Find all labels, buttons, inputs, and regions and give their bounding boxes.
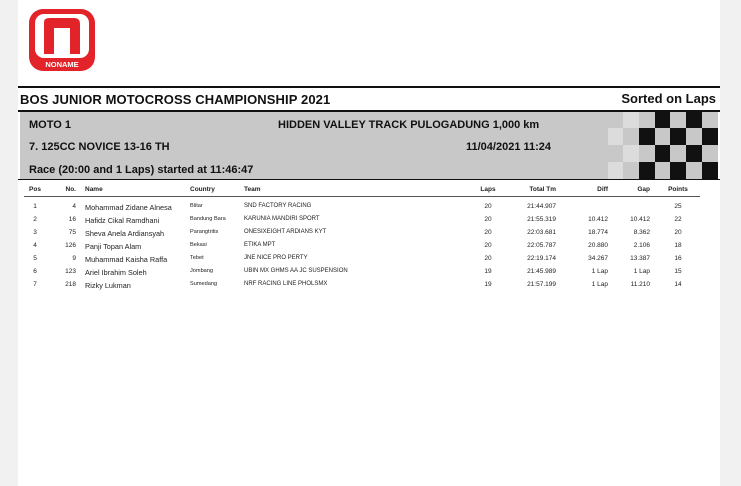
row-name: Mohammad Zidane Alnesa bbox=[85, 203, 172, 212]
race-info: Race (20:00 and 1 Laps) started at 11:46:47 bbox=[29, 164, 254, 176]
header-points: Points bbox=[668, 186, 688, 193]
row-diff: 1 Lap bbox=[591, 268, 608, 275]
title-row bbox=[20, 91, 718, 109]
championship-title: BOS JUNIOR MOTOCROSS CHAMPIONSHIP 2021 bbox=[20, 92, 331, 107]
noname-logo bbox=[28, 8, 96, 72]
row-points: 18 bbox=[674, 242, 682, 249]
row-team: UBIN MX GHMS AA JC SUSPENSION bbox=[244, 268, 348, 274]
row-name: Ariel Ibrahim Soleh bbox=[85, 268, 147, 277]
table-row bbox=[0, 216, 741, 228]
table-row bbox=[0, 281, 741, 293]
row-gap: 11.210 bbox=[630, 281, 650, 288]
row-laps: 19 bbox=[484, 268, 492, 275]
row-total-time: 22:03.681 bbox=[527, 229, 556, 236]
row-laps: 20 bbox=[484, 255, 492, 262]
noname-logo-icon bbox=[28, 8, 96, 72]
row-laps: 20 bbox=[484, 216, 492, 223]
row-team: NRF RACING LINE PHOLSMX bbox=[244, 281, 328, 287]
row-total-time: 22:05.787 bbox=[527, 242, 556, 249]
row-gap: 10.412 bbox=[630, 216, 650, 223]
row-diff: 18.774 bbox=[588, 229, 608, 236]
row-country: Tebet bbox=[190, 255, 204, 261]
row-total-time: 21:57.199 bbox=[527, 281, 556, 288]
row-pos: 5 bbox=[33, 255, 37, 262]
row-country: Bandung Bara bbox=[190, 216, 226, 222]
event-info-band bbox=[20, 112, 718, 179]
row-number: 218 bbox=[65, 281, 76, 288]
header-gap: Gap bbox=[637, 186, 650, 193]
row-gap: 2.106 bbox=[633, 242, 650, 249]
row-total-time: 21:44.907 bbox=[527, 203, 556, 210]
sort-label: Sorted on Laps bbox=[621, 91, 716, 106]
row-points: 16 bbox=[674, 255, 682, 262]
row-number: 75 bbox=[68, 229, 76, 236]
row-diff: 1 Lap bbox=[591, 281, 608, 288]
class-label: 7. 125CC NOVICE 13-16 TH bbox=[29, 141, 170, 153]
table-row bbox=[0, 255, 741, 267]
table-row bbox=[0, 268, 741, 280]
row-total-time: 21:55.319 bbox=[527, 216, 556, 223]
row-diff: 34.267 bbox=[588, 255, 608, 262]
row-laps: 19 bbox=[484, 281, 492, 288]
logo-text: NONAME bbox=[45, 60, 79, 69]
row-pos: 2 bbox=[33, 216, 37, 223]
band-divider bbox=[18, 179, 720, 180]
track-label: HIDDEN VALLEY TRACK PULOGADUNG 1,000 km bbox=[278, 119, 540, 131]
row-team: SND FACTORY RACING bbox=[244, 203, 312, 209]
row-team: KARUNIA MANDIRI SPORT bbox=[244, 216, 320, 222]
row-gap: 8.362 bbox=[633, 229, 650, 236]
row-total-time: 21:45.989 bbox=[527, 268, 556, 275]
row-laps: 20 bbox=[484, 229, 492, 236]
row-name: Muhammad Kaisha Raffa bbox=[85, 255, 168, 264]
row-number: 16 bbox=[68, 216, 76, 223]
row-pos: 7 bbox=[33, 281, 37, 288]
row-diff: 20.880 bbox=[588, 242, 608, 249]
row-points: 15 bbox=[674, 268, 682, 275]
row-team: ONESIXEIGHT ARDIANS KYT bbox=[244, 229, 327, 235]
row-number: 9 bbox=[72, 255, 76, 262]
row-points: 14 bbox=[674, 281, 682, 288]
top-divider bbox=[18, 86, 720, 88]
header-pos: Pos bbox=[29, 186, 41, 193]
row-pos: 1 bbox=[33, 203, 37, 210]
moto-label: MOTO 1 bbox=[29, 119, 71, 131]
row-country: Sumedang bbox=[190, 281, 218, 287]
row-pos: 4 bbox=[33, 242, 37, 249]
row-pos: 6 bbox=[33, 268, 37, 275]
header-diff: Diff bbox=[597, 186, 608, 193]
row-pos: 3 bbox=[33, 229, 37, 236]
header-total-time: Total Tm bbox=[529, 186, 556, 193]
header-no: No. bbox=[65, 186, 76, 193]
table-row bbox=[0, 203, 741, 215]
row-points: 20 bbox=[674, 229, 682, 236]
header-team: Team bbox=[244, 186, 261, 193]
event-datetime: 11/04/2021 11:24 bbox=[466, 141, 552, 153]
row-laps: 20 bbox=[484, 203, 492, 210]
row-country: Bekasi bbox=[190, 242, 207, 248]
header-name: Name bbox=[85, 186, 103, 193]
header-country: Country bbox=[190, 186, 215, 193]
row-country: Jombang bbox=[190, 268, 214, 274]
row-total-time: 22:19.174 bbox=[527, 255, 556, 262]
row-team: JNE NICE PRO PERTY bbox=[244, 255, 308, 261]
table-row bbox=[0, 242, 741, 254]
table-header bbox=[0, 186, 741, 196]
row-gap: 13.387 bbox=[630, 255, 650, 262]
row-team: ETIKA MPT bbox=[244, 242, 276, 248]
row-number: 123 bbox=[65, 268, 76, 275]
row-country: Parangtritis bbox=[190, 229, 219, 235]
row-diff: 10.412 bbox=[588, 216, 608, 223]
header-laps: Laps bbox=[480, 186, 496, 193]
checkered-flag-icon bbox=[592, 112, 718, 179]
row-country: Blitar bbox=[190, 203, 203, 209]
row-laps: 20 bbox=[484, 242, 492, 249]
table-row bbox=[0, 229, 741, 241]
row-number: 4 bbox=[72, 203, 76, 210]
row-name: Sheva Anela Ardiansyah bbox=[85, 229, 165, 238]
row-points: 22 bbox=[674, 216, 682, 223]
row-points: 25 bbox=[674, 203, 682, 210]
row-number: 126 bbox=[65, 242, 76, 249]
row-name: Rizky Lukman bbox=[85, 281, 131, 290]
row-name: Hafidz Cikal Ramdhani bbox=[85, 216, 160, 225]
row-gap: 1 Lap bbox=[633, 268, 650, 275]
row-name: Panji Topan Alam bbox=[85, 242, 142, 251]
header-underline bbox=[24, 196, 700, 197]
